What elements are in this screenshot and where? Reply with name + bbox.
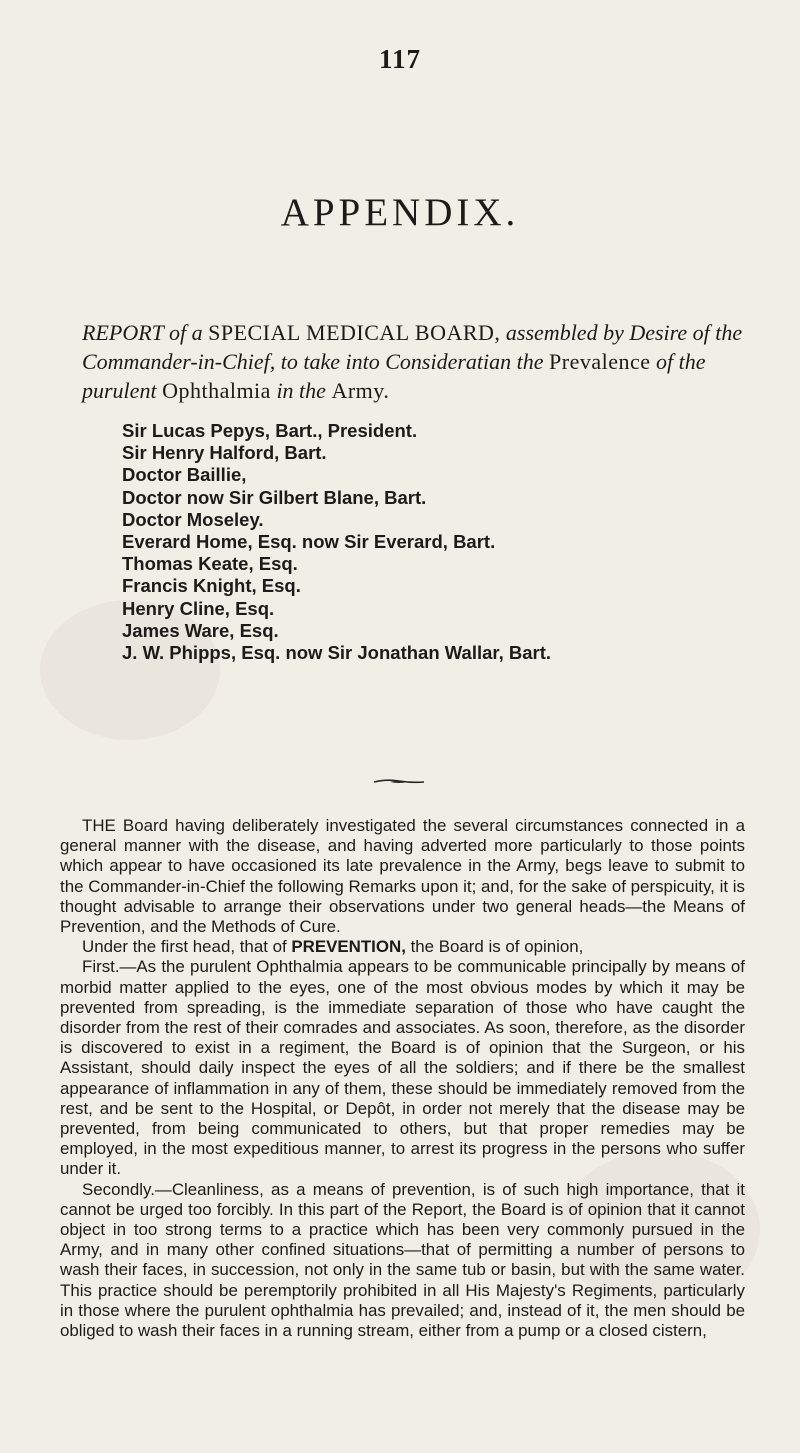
board-member: Doctor now Sir Gilbert Blane, Bart. [122, 486, 427, 508]
report-title-part: of the purulent [82, 349, 706, 403]
text-run: the Board is of opinion, [405, 937, 584, 957]
report-body [60, 816, 745, 1341]
report-title-board: SPECIAL MEDICAL BOARD, [208, 320, 501, 345]
board-members-list [122, 420, 742, 664]
report-title-part: in the [270, 378, 332, 403]
text-run: Under the first head, that of [82, 937, 292, 957]
board-member: Sir Lucas Pepys, Bart., President. [122, 420, 418, 441]
paragraph-first-head [60, 937, 745, 957]
board-member: Thomas Keate, Esq. [122, 553, 298, 575]
paragraph-introduction: THE Board having deliberately investigated the several circumstances connected in a general manner with the disease, and having adverted more particularly to those points which appear to have occasioned its late prevalence in the Army, begs leave to submit to the Commander-in-Chief the following Remarks upon it; and, for the sake of perspicuity, it is thought advisable to arrange their observations under two general heads—the Means of Prevention, and the Methods of Cure. [60, 816, 745, 937]
report-title-ophthalmia: Ophthalmia [162, 378, 271, 403]
report-title-prevalence: Prevalence [549, 349, 651, 374]
board-member: Doctor Baillie, [122, 464, 247, 486]
board-member: Everard Home, Esq. now Sir Everard, Bart. [122, 531, 496, 553]
paragraph-secondly: Secondly.—Cleanliness, as a means of prevention, is of such high importance, that it cannot be urged too forcibly. In this part of the Report, the Board is of opinion that it cannot object in too strong terms to a practice which has been very commonly pursued in the Army, and in many other confined situations—that of permitting a number of persons to wash their faces, in succession, not only in the same tub or basin, but with the same water. This practice should be peremptorily prohibited in all His Majesty's Regiments, particularly in those where the purulent ophthalmia has prevailed; and, instead of it, the men should be obliged to wash their faces in a running stream, either from a pump or a closed cistern, [60, 1179, 745, 1341]
board-member: James Ware, Esq. [122, 619, 279, 641]
board-member: Sir Henry Halford, Bart. [122, 442, 327, 464]
ornamental-divider [372, 778, 426, 786]
board-member: Francis Knight, Esq. [122, 575, 301, 597]
page-number: 117 [378, 44, 421, 74]
board-member: J. W. Phipps, Esq. now Sir Jonathan Wallar, Bart. [122, 642, 552, 664]
board-member: Henry Cline, Esq. [122, 597, 275, 619]
report-title [82, 318, 782, 405]
paragraph-first: First.—As the purulent Ophthalmia appears to be communicable principally by means of morbid matter applied to the eyes, one of the most obvious modes by which it may be prevented from spreading, is the immediate separation of those who have caught the disorder from the rest of their comrades and associates. As soon, therefore, as the disorder is discovered to exist in a regiment, the Board is of opinion that the Surgeon, or his Assistant, should daily inspect the eyes of all the soldiers; and if there be the smallest appearance of inflammation in any of them, these should be immediately removed from the rest, and be sent to the Hospital, or Depôt, in order not merely that the disease may be prevented, from being communicated to others, but that proper remedies may be employed, in the most expeditious manner, to arrest its progress in the persons who suffer under it. [60, 957, 745, 1179]
prevention-heading: PREVENTION, [291, 937, 406, 957]
report-title-part: REPORT of a [82, 320, 209, 345]
report-title-army: Army. [331, 378, 390, 403]
board-member: Doctor Moseley. [122, 508, 264, 530]
report-title-part: assembled by Desire of the Commander-in-Chief, to take into Consideratian the [82, 320, 743, 374]
appendix-heading: APPENDIX. [280, 191, 520, 234]
